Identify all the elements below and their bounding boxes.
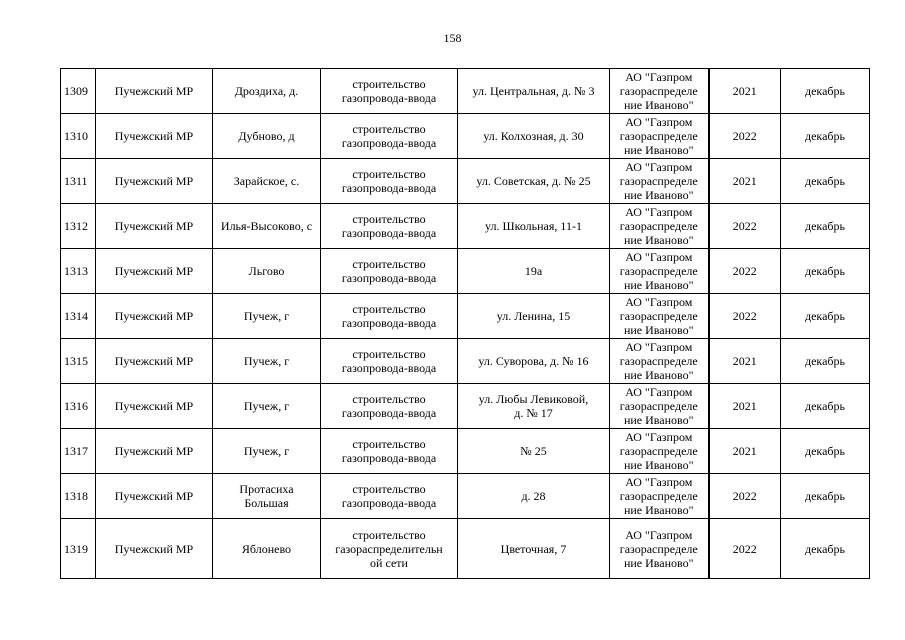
month-cell: декабрь xyxy=(781,249,870,294)
settlement-cell xyxy=(213,114,321,159)
month-cell: декабрь xyxy=(781,474,870,519)
address-cell-line: ул. Колхозная, д. 30 xyxy=(483,129,584,143)
address-cell xyxy=(458,474,610,519)
organization-cell-line: АО "Газпром xyxy=(625,340,693,354)
district-cell: Пучежский МР xyxy=(96,249,213,294)
work-type-cell-line: строительство xyxy=(352,482,426,496)
work-type-cell-line: ой сети xyxy=(370,555,408,570)
district-cell: Пучежский МР xyxy=(96,474,213,519)
settlement-cell xyxy=(213,204,321,249)
organization-cell-line: АО "Газпром xyxy=(625,250,693,264)
address-cell xyxy=(458,114,610,159)
year-cell: 2021 xyxy=(709,69,781,114)
registry-table xyxy=(60,68,870,579)
year-cell: 2022 xyxy=(709,294,781,339)
organization-cell-line: ние Иваново" xyxy=(623,323,694,337)
table-row xyxy=(61,204,870,249)
settlement-cell xyxy=(213,249,321,294)
row-number-cell: 1319 xyxy=(61,519,96,579)
page-number: 158 xyxy=(443,31,462,45)
district-cell: Пучежский МР xyxy=(96,294,213,339)
organization-cell xyxy=(610,429,709,474)
organization-cell-line: ние Иваново" xyxy=(623,188,694,202)
table-row xyxy=(61,159,870,204)
organization-cell-line: АО "Газпром xyxy=(625,70,693,84)
address-cell-line: ул. Ленина, 15 xyxy=(496,309,571,323)
address-cell-line: Цветочная, 7 xyxy=(500,541,567,556)
row-number-cell: 1310 xyxy=(61,114,96,159)
table-row xyxy=(61,519,870,579)
row-number-cell: 1318 xyxy=(61,474,96,519)
work-type-cell-line: газопровода-ввода xyxy=(341,406,437,420)
year-cell: 2021 xyxy=(709,384,781,429)
address-cell xyxy=(458,429,610,474)
district-cell: Пучежский МР xyxy=(96,159,213,204)
address-cell xyxy=(458,204,610,249)
district-cell: Пучежский МР xyxy=(96,69,213,114)
organization-cell-line: АО "Газпром xyxy=(625,430,693,444)
settlement-cell-line: Большая xyxy=(244,496,289,510)
organization-cell-line: АО "Газпром xyxy=(625,205,693,219)
settlement-cell-line: Льгово xyxy=(248,264,285,278)
organization-cell-line: газораспределе xyxy=(619,309,698,323)
settlement-cell xyxy=(213,384,321,429)
work-type-cell-line: строительство xyxy=(352,122,426,136)
organization-cell-line: ние Иваново" xyxy=(623,413,694,427)
organization-cell xyxy=(610,114,709,159)
work-type-cell-line: газопровода-ввода xyxy=(341,91,437,105)
organization-cell-line: АО "Газпром xyxy=(625,475,693,489)
settlement-cell xyxy=(213,429,321,474)
organization-cell-line: АО "Газпром xyxy=(625,295,693,309)
year-cell: 2021 xyxy=(709,429,781,474)
work-type-cell xyxy=(321,384,458,429)
district-cell: Пучежский МР xyxy=(96,114,213,159)
organization-cell-line: ние Иваново" xyxy=(623,368,694,382)
year-cell: 2022 xyxy=(709,519,781,579)
work-type-cell xyxy=(321,159,458,204)
settlement-cell-line: Зарайское, с. xyxy=(233,174,300,188)
organization-cell-line: ние Иваново" xyxy=(623,503,694,517)
month-cell: декабрь xyxy=(781,384,870,429)
settlement-cell-line: Дубново, д xyxy=(238,129,295,143)
address-cell-line: 19а xyxy=(524,264,543,278)
year-cell: 2022 xyxy=(709,204,781,249)
work-type-cell xyxy=(321,339,458,384)
table-row xyxy=(61,114,870,159)
month-cell: декабрь xyxy=(781,339,870,384)
work-type-cell-line: газопровода-ввода xyxy=(341,181,437,195)
settlement-cell-line: Протасиха xyxy=(239,482,294,496)
work-type-cell-line: газораспределительн xyxy=(335,541,443,556)
table-row xyxy=(61,69,870,114)
organization-cell xyxy=(610,159,709,204)
organization-cell-line: АО "Газпром xyxy=(625,160,693,174)
table-row xyxy=(61,429,870,474)
registry-table-body xyxy=(61,69,870,579)
organization-cell-line: газораспределе xyxy=(619,399,698,413)
settlement-cell-line: Пучеж, г xyxy=(243,309,290,323)
address-cell xyxy=(458,519,610,579)
organization-cell xyxy=(610,249,709,294)
work-type-cell-line: газопровода-ввода xyxy=(341,226,437,240)
organization-cell-line: ние Иваново" xyxy=(623,98,694,112)
work-type-cell xyxy=(321,294,458,339)
district-cell: Пучежский МР xyxy=(96,429,213,474)
organization-cell-line: АО "Газпром xyxy=(625,385,693,399)
row-number-cell: 1314 xyxy=(61,294,96,339)
row-number-cell: 1311 xyxy=(61,159,96,204)
month-cell: декабрь xyxy=(781,429,870,474)
organization-cell xyxy=(610,384,709,429)
table-row xyxy=(61,249,870,294)
month-cell: декабрь xyxy=(781,519,870,579)
address-cell-line: ул. Центральная, д. № 3 xyxy=(472,84,595,98)
work-type-cell xyxy=(321,69,458,114)
month-cell: декабрь xyxy=(781,159,870,204)
organization-cell xyxy=(610,204,709,249)
address-cell-line: ул. Суворова, д. № 16 xyxy=(478,354,589,368)
work-type-cell-line: газопровода-ввода xyxy=(341,316,437,330)
organization-cell-line: газораспределе xyxy=(619,264,698,278)
settlement-cell-line: Яблонево xyxy=(241,541,292,556)
address-cell xyxy=(458,249,610,294)
month-cell: декабрь xyxy=(781,294,870,339)
organization-cell-line: ние Иваново" xyxy=(623,458,694,472)
organization-cell-line: газораспределе xyxy=(619,444,698,458)
work-type-cell-line: газопровода-ввода xyxy=(341,451,437,465)
work-type-cell-line: газопровода-ввода xyxy=(341,496,437,510)
organization-cell-line: газораспределе xyxy=(619,354,698,368)
organization-cell-line: газораспределе xyxy=(619,84,698,98)
settlement-cell xyxy=(213,69,321,114)
year-cell: 2021 xyxy=(709,159,781,204)
organization-cell-line: АО "Газпром xyxy=(625,527,693,542)
settlement-cell xyxy=(213,474,321,519)
work-type-cell-line: строительство xyxy=(352,77,426,91)
work-type-cell-line: строительство xyxy=(352,167,426,181)
work-type-cell-line: строительство xyxy=(352,392,426,406)
row-number-cell: 1315 xyxy=(61,339,96,384)
table-row xyxy=(61,339,870,384)
organization-cell-line: газораспределе xyxy=(619,489,698,503)
district-cell: Пучежский МР xyxy=(96,384,213,429)
organization-cell-line: ние Иваново" xyxy=(623,143,694,157)
row-number-cell: 1313 xyxy=(61,249,96,294)
district-cell: Пучежский МР xyxy=(96,339,213,384)
work-type-cell xyxy=(321,519,458,579)
address-cell-line: д. 28 xyxy=(521,489,546,503)
address-cell-line: д. № 17 xyxy=(514,406,553,420)
row-number-cell: 1316 xyxy=(61,384,96,429)
settlement-cell-line: Пучеж, г xyxy=(243,399,290,413)
organization-cell-line: газораспределе xyxy=(619,219,698,233)
work-type-cell-line: строительство xyxy=(352,527,426,542)
year-cell: 2022 xyxy=(709,114,781,159)
work-type-cell xyxy=(321,204,458,249)
work-type-cell xyxy=(321,474,458,519)
organization-cell-line: АО "Газпром xyxy=(625,115,693,129)
table-row xyxy=(61,384,870,429)
address-cell-line: № 25 xyxy=(520,444,547,458)
settlement-cell-line: Дроздиха, д. xyxy=(234,84,299,98)
organization-cell-line: ние Иваново" xyxy=(623,555,694,570)
work-type-cell-line: строительство xyxy=(352,257,426,271)
organization-cell xyxy=(610,69,709,114)
organization-cell-line: газораспределе xyxy=(619,174,698,188)
work-type-cell-line: строительство xyxy=(352,347,426,361)
organization-cell xyxy=(610,339,709,384)
settlement-cell xyxy=(213,339,321,384)
address-cell xyxy=(458,159,610,204)
settlement-cell xyxy=(213,519,321,579)
settlement-cell xyxy=(213,294,321,339)
settlement-cell-line: Пучеж, г xyxy=(243,354,290,368)
district-cell: Пучежский МР xyxy=(96,204,213,249)
work-type-cell xyxy=(321,114,458,159)
work-type-cell-line: газопровода-ввода xyxy=(341,136,437,150)
year-cell: 2022 xyxy=(709,249,781,294)
month-cell: декабрь xyxy=(781,69,870,114)
address-cell xyxy=(458,294,610,339)
address-cell-line: ул. Любы Левиковой, xyxy=(478,392,589,406)
organization-cell xyxy=(610,474,709,519)
work-type-cell xyxy=(321,429,458,474)
address-cell xyxy=(458,69,610,114)
work-type-cell-line: газопровода-ввода xyxy=(341,361,437,375)
year-cell: 2021 xyxy=(709,339,781,384)
address-cell-line: ул. Советская, д. № 25 xyxy=(476,174,591,188)
organization-cell-line: газораспределе xyxy=(619,541,698,556)
organization-cell-line: ние Иваново" xyxy=(623,278,694,292)
settlement-cell xyxy=(213,159,321,204)
work-type-cell-line: газопровода-ввода xyxy=(341,271,437,285)
settlement-cell-line: Илья-Высоково, с xyxy=(220,219,313,233)
work-type-cell-line: строительство xyxy=(352,212,426,226)
row-number-cell: 1309 xyxy=(61,69,96,114)
year-cell: 2022 xyxy=(709,474,781,519)
table-row xyxy=(61,294,870,339)
work-type-cell-line: строительство xyxy=(352,302,426,316)
table-row xyxy=(61,474,870,519)
month-cell: декабрь xyxy=(781,114,870,159)
organization-cell xyxy=(610,294,709,339)
district-cell: Пучежский МР xyxy=(96,519,213,579)
address-cell xyxy=(458,384,610,429)
settlement-cell-line: Пучеж, г xyxy=(243,444,290,458)
work-type-cell xyxy=(321,249,458,294)
organization-cell-line: газораспределе xyxy=(619,129,698,143)
work-type-cell-line: строительство xyxy=(352,437,426,451)
row-number-cell: 1317 xyxy=(61,429,96,474)
month-cell: декабрь xyxy=(781,204,870,249)
row-number-cell: 1312 xyxy=(61,204,96,249)
address-cell xyxy=(458,339,610,384)
organization-cell-line: ние Иваново" xyxy=(623,233,694,247)
organization-cell xyxy=(610,519,709,579)
address-cell-line: ул. Школьная, 11-1 xyxy=(485,219,582,233)
